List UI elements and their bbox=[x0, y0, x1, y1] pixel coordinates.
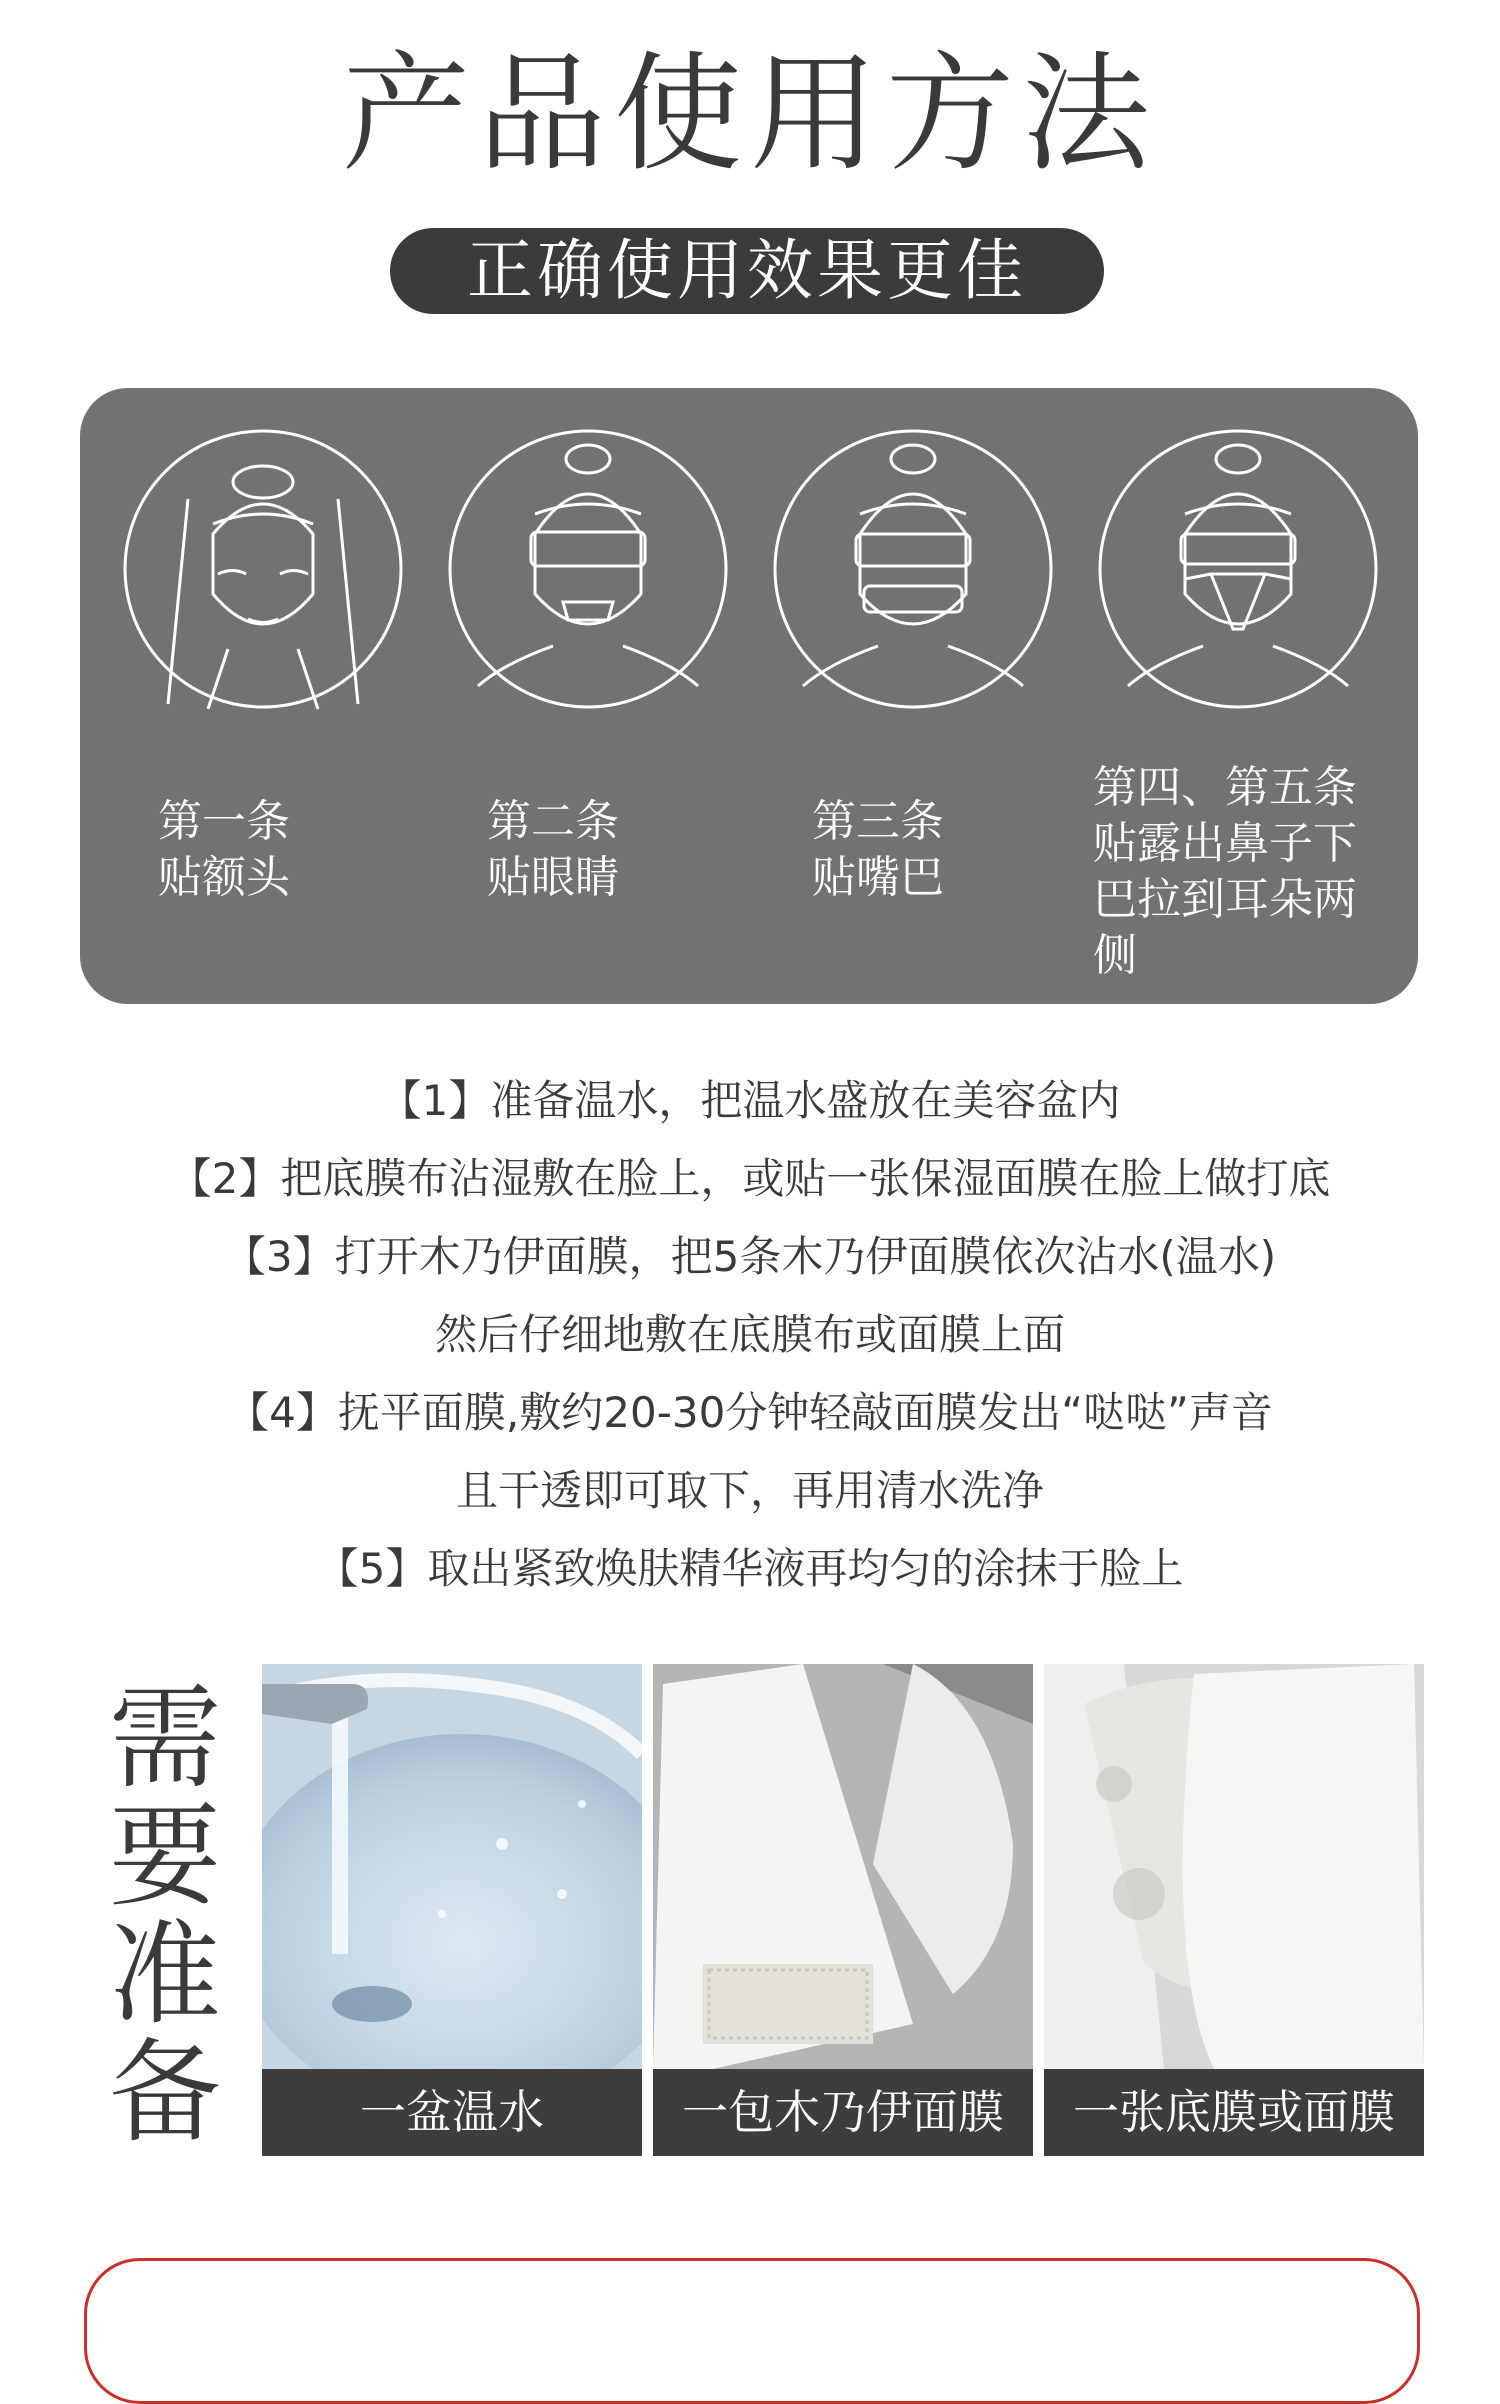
step-1-text bbox=[158, 794, 290, 906]
step-4-text bbox=[1093, 760, 1357, 984]
instruction-line: 然后仔细地敷在底膜布或面膜上面 bbox=[434, 1310, 1065, 1359]
prep-heading bbox=[100, 1674, 230, 2158]
step-3-line-1: 第三条 bbox=[812, 796, 944, 847]
prep-heading-char: 要 bbox=[109, 1792, 221, 1922]
base-sheet-mask-image bbox=[1044, 1664, 1424, 2069]
warm-water-basin-image bbox=[262, 1664, 642, 2069]
mummy-mask-pack-image bbox=[653, 1664, 1033, 2069]
step-1-line-2: 贴额头 bbox=[158, 852, 290, 903]
instruction-line: 【5】取出紧致焕肤精华液再均匀的涂抹于脸上 bbox=[316, 1544, 1184, 1593]
step-2-text bbox=[487, 794, 619, 906]
step-4-line-2: 贴露出鼻子下 bbox=[1093, 818, 1357, 869]
step-3 bbox=[768, 424, 1098, 903]
prep-caption: 一张底膜或面膜 bbox=[1044, 2069, 1424, 2156]
prep-photo-warm-water bbox=[262, 1664, 642, 2156]
step-2 bbox=[443, 424, 773, 903]
instruction-line: 【3】打开木乃伊面膜，把5条木乃伊面膜依次沾水(温水) bbox=[223, 1232, 1277, 1281]
step-4-line-4: 侧 bbox=[1093, 930, 1137, 981]
instructions-list bbox=[0, 1062, 1500, 1608]
chin-strip-face-icon bbox=[1093, 424, 1383, 714]
mouth-strip-face-icon bbox=[768, 424, 1058, 714]
steps-panel bbox=[80, 388, 1418, 1004]
instruction-line: 【1】准备温水，把温水盛放在美容盆内 bbox=[379, 1076, 1121, 1125]
step-2-line-2: 贴眼睛 bbox=[487, 852, 619, 903]
forehead-strip-face-icon bbox=[118, 424, 408, 714]
step-4-line-1: 第四、第五条 bbox=[1093, 762, 1357, 813]
prep-heading-char: 准 bbox=[109, 1910, 221, 2040]
prep-caption: 一盆温水 bbox=[262, 2069, 642, 2156]
prep-caption: 一包木乃伊面膜 bbox=[653, 2069, 1033, 2156]
step-3-line-2: 贴嘴巴 bbox=[812, 852, 944, 903]
step-3-text bbox=[812, 794, 944, 906]
instruction-line: 且干透即可取下，再用清水洗净 bbox=[455, 1466, 1044, 1515]
subtitle-badge: 正确使用效果更佳 bbox=[390, 228, 1104, 314]
prep-photo-base-sheet bbox=[1044, 1664, 1424, 2156]
step-1 bbox=[118, 424, 448, 903]
instruction-line: 【4】抚平面膜,敷约20-30分钟轻敲面膜发出“哒哒”声音 bbox=[227, 1388, 1273, 1437]
next-section-frame bbox=[84, 2258, 1420, 2404]
eye-strip-face-icon bbox=[443, 424, 733, 714]
step-4-line-3: 巴拉到耳朵两 bbox=[1093, 874, 1357, 925]
page-title: 产品使用方法 bbox=[341, 40, 1158, 189]
prep-photo-mummy-mask bbox=[653, 1664, 1033, 2156]
step-1-line-1: 第一条 bbox=[158, 796, 290, 847]
step-2-line-1: 第二条 bbox=[487, 796, 619, 847]
step-4 bbox=[1093, 424, 1423, 981]
instruction-line: 【2】把底膜布沾湿敷在脸上，或贴一张保湿面膜在脸上做打底 bbox=[169, 1154, 1331, 1203]
prep-heading-char: 需 bbox=[109, 1674, 221, 1804]
prep-heading-char: 备 bbox=[109, 2028, 221, 2158]
